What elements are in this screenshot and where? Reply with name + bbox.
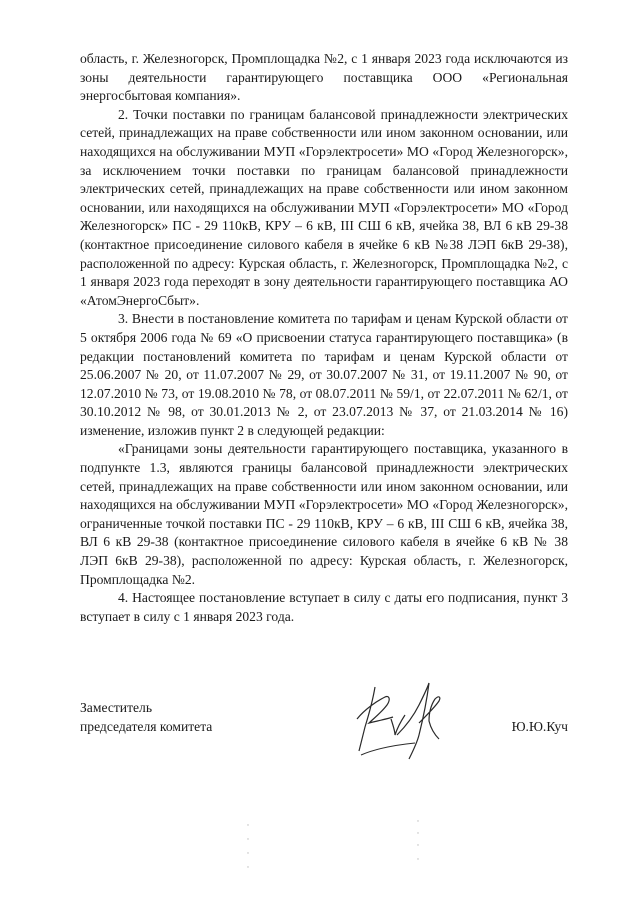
paragraph-quoted-amendment: «Границами зоны деятельности гарантирующего поставщика, указанного в подпункте 1.3, являются границы балансовой принадлежности электрических сетей, принадлежащих на праве собственности или ином законном основании, или находящихся на обслуживании МУП «Горэлектросети» МО «Город Железногорск», ограниченные точкой поставки ПС - 29 110кВ, КРУ – 6 кВ, III СШ 6 кВ, ячейка 38, ВЛ 6 кВ 29-38 (контактное присоединение силового кабеля в ячейке 6 кВ № 38 ЛЭП 6кВ 29-38), расположенной по адресу: Курская область, г. Железногорск, Промплощадка №2. bbox=[80, 441, 568, 587]
scan-artifacts bbox=[240, 815, 440, 875]
document-body bbox=[80, 50, 568, 626]
signatory-title-line1: Заместитель bbox=[80, 700, 153, 715]
paragraph-item-4: 4. Настоящее постановление вступает в силу с даты его подписания, пункт 3 вступает в силу с 1 января 2023 года. bbox=[80, 590, 568, 624]
signature-block bbox=[80, 699, 568, 779]
paragraph-item-3: 3. Внести в постановление комитета по тарифам и ценам Курской области от 5 октября 2006 года № 69 «О присвоении статуса гарантирующего поставщика» (в редакции постановлений комитета по тарифам и ценам Курской области от 25.06.2007 № 20, от 11.07.2007 № 29, от 30.07.2007 № 31, от 19.11.2007 № 90, от 12.07.2010 № 73, от 19.08.2010 № 78, от 08.07.2011 № 59/1, от 22.07.2011 № 62/1, от 30.10.2012 № 98, от 30.01.2013 № 2, от 23.07.2013 № 37, от 21.03.2014 № 16) изменение, изложив пункт 2 в следующей редакции: bbox=[80, 311, 568, 438]
paragraph-continuation: область, г. Железногорск, Промплощадка №2, с 1 января 2023 года исключаются из зоны деятельности гарантирующего поставщика ООО «Региональная энергосбытовая компания». bbox=[80, 51, 568, 104]
paragraph-item-2: 2. Точки поставки по границам балансовой принадлежности электрических сетей, принадлежащих на праве собственности или ином законном основании, или находящихся на обслуживании МУП «Горэлектросети» МО «Город Железногорск», за исключением точки поставки по границам балансовой принадлежности электрических сетей, принадлежащих на праве собственности или ином законном основании, или находящихся на обслуживании МУП «Горэлектросети» МО «Город Железногорск» ПС - 29 110кВ, КРУ – 6 кВ, III СШ 6 кВ, ячейка 38, ВЛ 6 кВ 29-38 (контактное присоединение силового кабеля в ячейке 6 кВ №38 ЛЭП 6кВ 29-38), расположенной по адресу: Курская область, г. Железногорск, Промплощадка №2, с 1 января 2023 года переходят в зону деятельности гарантирующего поставщика АО «АтомЭнергоСбыт». bbox=[80, 106, 568, 308]
signatory-title-line2: председателя комитета bbox=[80, 718, 213, 734]
signatory-name: Ю.Ю.Куч bbox=[511, 718, 568, 734]
handwritten-signature-icon bbox=[335, 679, 465, 765]
signatory-title bbox=[80, 699, 212, 736]
